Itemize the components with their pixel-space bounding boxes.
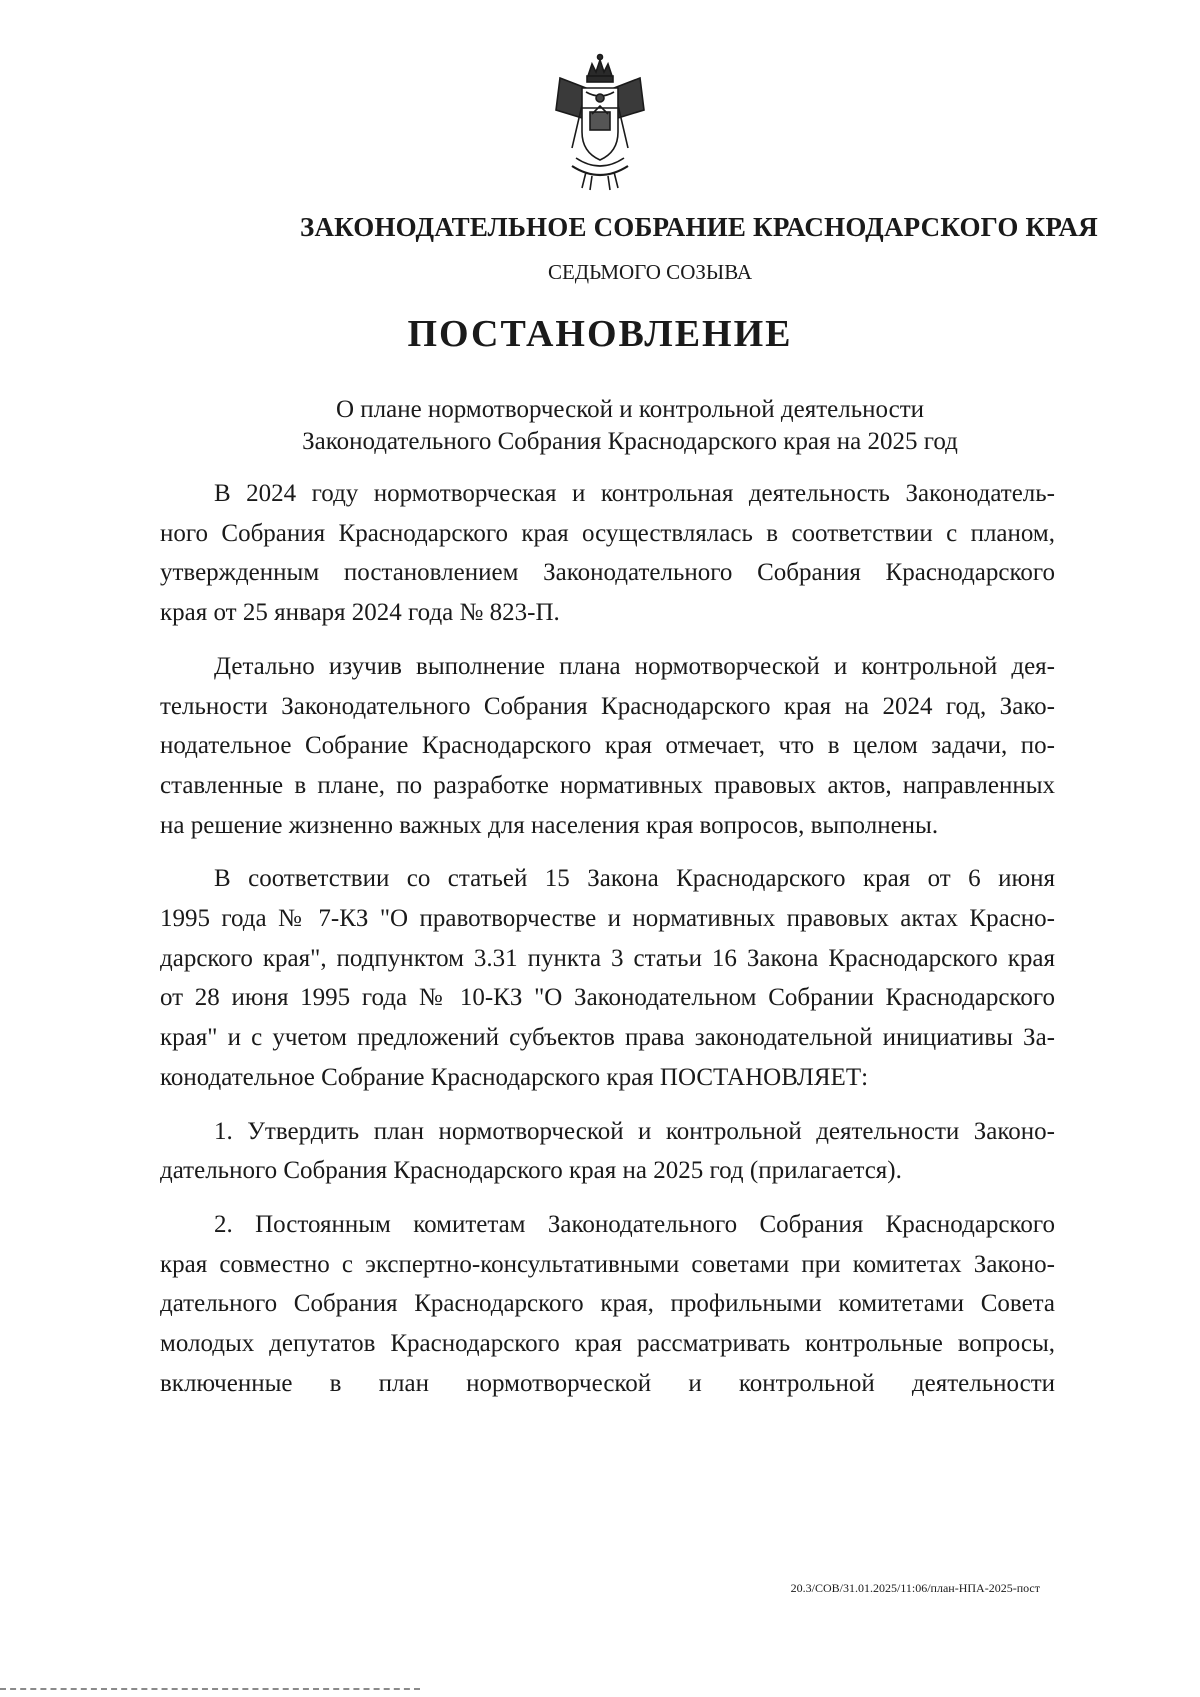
text-line: нодательное Собрание Краснодарского края отмечает, что в целом задачи, по- xyxy=(160,732,1055,760)
convocation-subtitle: СЕДЬМОГО СОЗЫВА xyxy=(547,260,753,284)
scan-edge-divider xyxy=(0,1688,420,1690)
text-line: на решение жизненно важных для населения края вопросов, выполнены. xyxy=(160,811,939,839)
document-registration-code: 20.3/СОВ/31.01.2025/11:06/план-НПА-2025-пост xyxy=(790,1581,1040,1595)
paragraph-3 xyxy=(160,859,1055,1097)
document-body xyxy=(160,474,1055,1417)
text-line: В 2024 году нормотворческая и контрольная деятельность Законодатель- xyxy=(214,480,1055,507)
paragraph-5 xyxy=(160,1205,1055,1404)
text-line: дательного Собрания Краснодарского края, профильными комитетами Совета xyxy=(160,1290,1055,1318)
document-type-heading: ПОСТАНОВЛЕНИЕ xyxy=(407,313,793,355)
text-line: тельности Законодательного Собрания Краснодарского края на 2024 год, Зако- xyxy=(160,692,1055,720)
text-line: 2. Постоянным комитетам Законодательного Собрания Краснодарского xyxy=(214,1210,1055,1238)
text-line: от 28 июня 1995 года № 10-КЗ "О Законодательном Собрании Краснодарского xyxy=(160,984,1055,1012)
paragraph-1 xyxy=(160,474,1055,633)
text-line: 1995 года № 7-КЗ "О правотворчестве и нормативных правовых актах Красно- xyxy=(160,905,1055,933)
subject-line: О плане нормотворческой и контрольной деятельности xyxy=(335,396,925,423)
text-line: Детально изучив выполнение плана нормотворческой и контрольной дея- xyxy=(214,652,1055,680)
text-line: включенные в план нормотворческой и контрольной деятельности xyxy=(160,1369,1055,1397)
document-subject xyxy=(200,394,1060,458)
paragraph-2 xyxy=(160,647,1055,846)
text-line: края от 25 января 2024 года № 823-П. xyxy=(160,599,560,627)
text-line: ного Собрания Краснодарского края осуществлялась в соответствии с планом, xyxy=(160,519,1055,547)
text-line: В соответствии со статьей 15 Закона Краснодарского края от 6 июня xyxy=(214,865,1055,893)
text-line: края" и с учетом предложений субъектов права законодательной инициативы За- xyxy=(160,1024,1055,1052)
text-line: дарского края", подпунктом 3.31 пункта 3 статьи 16 Закона Краснодарского края xyxy=(160,944,1055,972)
text-line: молодых депутатов Краснодарского края рассматривать контрольные вопросы, xyxy=(160,1330,1055,1358)
organization-title: ЗАКОНОДАТЕЛЬНОЕ СОБРАНИЕ КРАСНОДАРСКОГО КРАЯ xyxy=(300,212,1098,242)
coat-of-arms-icon xyxy=(542,48,658,192)
text-line: края совместно с экспертно-консультативными советами при комитетах Законо- xyxy=(160,1250,1055,1278)
text-line: ставленные в плане, по разработке нормативных правовых актов, направленных xyxy=(160,771,1055,799)
subject-line: Законодательного Собрания Краснодарского края на 2025 год xyxy=(302,428,958,455)
text-line: конодательное Собрание Краснодарского края ПОСТАНОВЛЯЕТ: xyxy=(160,1063,869,1091)
paragraph-4 xyxy=(160,1112,1055,1191)
text-line: 1. Утвердить план нормотворческой и контрольной деятельности Законо- xyxy=(214,1117,1055,1145)
text-line: утвержденным постановлением Законодательного Собрания Краснодарского xyxy=(160,559,1055,587)
text-line: дательного Собрания Краснодарского края на 2025 год (прилагается). xyxy=(160,1157,902,1185)
